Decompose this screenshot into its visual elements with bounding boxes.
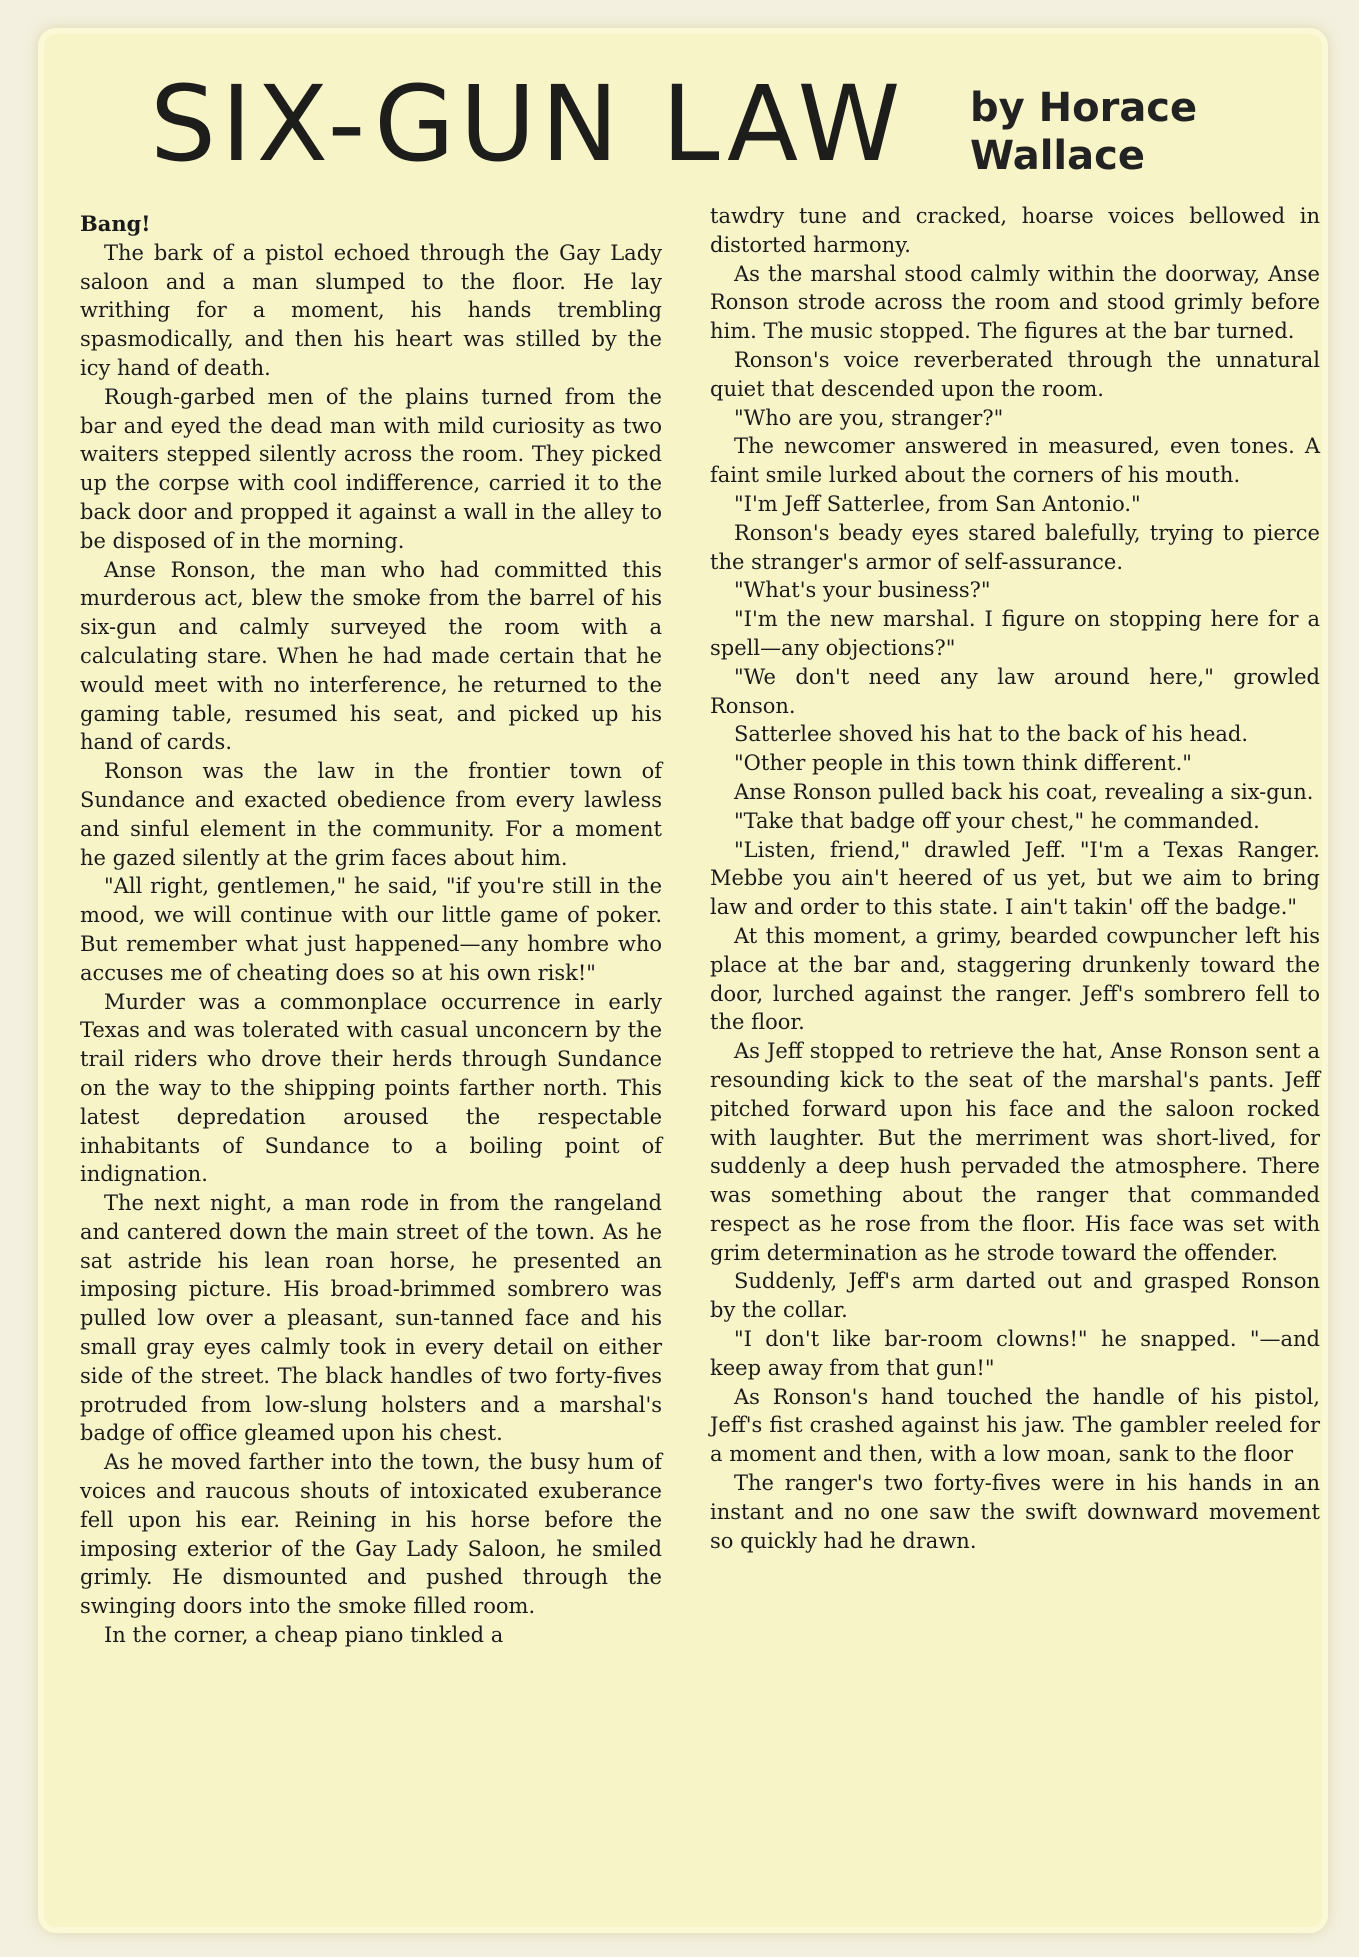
byline-prefix: by Horace [970, 85, 1198, 131]
paragraph: As Ronson's hand touched the handle of his pistol, Jeff's fist crashed against his jaw. The gambler reeled for a moment and then, with a low moan, sank to the floor [710, 1384, 1320, 1467]
paragraph: As the marshal stood calmly within the doorway, Anse Ronson strode across the room and stood grimly before him. The music stopped. The figures at the bar turned. [710, 261, 1320, 344]
byline [970, 84, 1197, 180]
article-title: SIX-GUN LAW [150, 63, 906, 185]
paragraph: At this moment, a grimy, bearded cowpuncher left his place at the bar and, staggering drunkenly toward the door, lurched against the ranger. Jeff's sombrero fell to the floor. [710, 923, 1320, 1035]
paragraph: "All right, gentlemen," he said, "if you're still in the mood, we will continue with our little game of poker. But remember what just happened—any hombre who accuses me of cheating does so at his own risk!" [80, 874, 662, 985]
paragraph: Rough-garbed men of the plains turned from the bar and eyed the dead man with mild curiosity as two waiters stepped silently across the room. They picked up the corpse with cool indifference, carried it to the back door and propped it against a wall in the alley to be disposed of in the morning. [80, 384, 662, 553]
paragraph: As he moved farther into the town, the busy hum of voices and raucous shouts of intoxicated exuberance fell upon his ear. Reining in his horse before the imposing exterior of the Gay Lady Saloon, he smiled grimly. He dismounted and pushed through the swinging doors into the smoke filled room. [80, 1450, 662, 1619]
paragraph: Bang! [80, 211, 151, 236]
paragraph: "Listen, friend," drawled Jeff. "I'm a Texas Ranger. Mebbe you ain't heered of us yet, but we aim to bring law and order to this state. I ain't takin' off the badge." [710, 837, 1320, 920]
paragraph: Ronson's beady eyes stared balefully, trying to pierce the stranger's armor of self-assurance. [710, 520, 1320, 574]
author-name: Wallace [970, 133, 1145, 179]
right-column [710, 202, 1320, 1555]
paragraph: Anse Ronson, the man who had committed this murderous act, blew the smoke from the barrel of his six-gun and calmly surveyed the room with a calculating stare. When he had made certain that he would meet with no interference, he returned to the gaming table, resumed his seat, and picked up his hand of cards. [80, 557, 662, 755]
paragraph: Ronson's voice reverberated through the unnatural quiet that descended upon the room. [710, 347, 1320, 401]
paragraph: The next night, a man rode in from the rangeland and cantered down the main street of the town. As he sat astride his lean roan horse, he presented an imposing picture. His broad-brimmed sombrero was pulled low over a pleasant, sun-tanned face and his small gray eyes calmly took in every detail on either side of the street. The black handles of two forty-fives protruded from low-slung holsters and a marshal's badge of office gleamed upon his chest. [80, 1191, 662, 1446]
paragraph: "I don't like bar-room clowns!" he snapped. "—and keep away from that gun!" [710, 1327, 1320, 1380]
paragraph: Murder was a commonplace occurrence in early Texas and was tolerated with casual unconcern by the trail riders who drove their herds through Sundance on the way to the shipping points farther north. This latest depredation aroused the respectable inhabitants of Sundance to a boiling point of indignation. [80, 989, 662, 1187]
paragraph: "What's your business?" [734, 578, 991, 603]
paragraph: "Take that badge off your chest," he commanded. [734, 808, 1260, 833]
paragraph: The ranger's two forty-fives were in his hands in an instant and no one saw the swift downward movement so quickly had he drawn. [710, 1471, 1320, 1553]
paragraph: Ronson was the law in the frontier town of Sundance and exacted obedience from every lawless and sinful element in the community. For a moment he gazed silently at the grim faces about him. [80, 759, 662, 870]
paragraph: The bark of a pistol echoed through the Gay Lady saloon and a man slumped to the floor. He lay writhing for a moment, his hands trembling spasmodically, and then his heart was stilled by the icy hand of death. [80, 240, 662, 380]
paragraph: "Other people in this town think different." [734, 751, 1192, 776]
paragraph: "I'm Jeff Satterlee, from San Antonio." [734, 491, 1141, 516]
left-column [80, 210, 662, 1650]
paragraph: Satterlee shoved his hat to the back of his head. [734, 722, 1249, 747]
paragraph: "Who are you, stranger?" [734, 405, 1004, 430]
paragraph: tawdry tune and cracked, hoarse voices bellowed in distorted harmony. [710, 204, 1320, 257]
paragraph: In the corner, a cheap piano tinkled a [104, 1623, 504, 1648]
paragraph: The newcomer answered in measured, even tones. A faint smile lurked about the corners of his mouth. [710, 434, 1320, 488]
paragraph: "We don't need any law around here," growled Ronson. [710, 664, 1320, 718]
paragraph: Suddenly, Jeff's arm darted out and grasped Ronson by the collar. [710, 1269, 1320, 1323]
paragraph: As Jeff stopped to retrieve the hat, Anse Ronson sent a resounding kick to the seat of the marshal's pants. Jeff pitched forward upon his face and the saloon rocked with laughter. But the merriment was short-lived, for suddenly a deep hush pervaded the atmosphere. There was something about the ranger that commanded respect as he rose from the floor. His face was set with grim determination as he strode toward the offender. [710, 1039, 1320, 1265]
paragraph: Anse Ronson pulled back his coat, revealing a six-gun. [734, 779, 1314, 804]
paragraph: "I'm the new marshal. I figure on stopping here for a spell—any objections?" [710, 607, 1320, 660]
